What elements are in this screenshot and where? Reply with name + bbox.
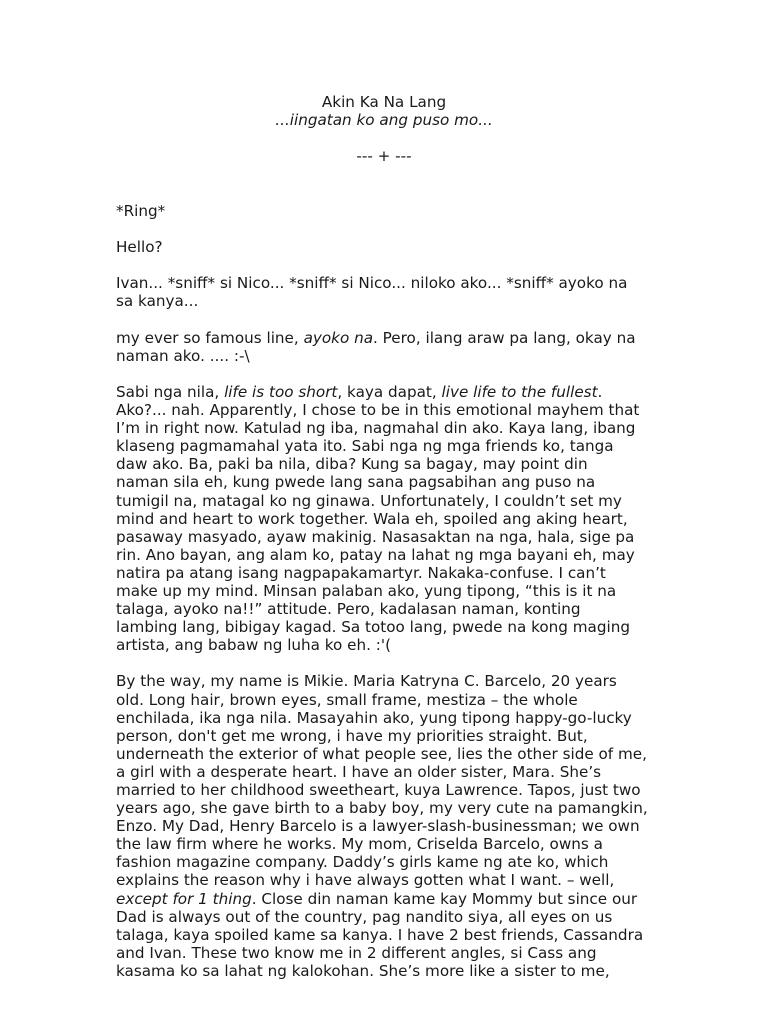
document-subtitle: ...iingatan ko ang puso mo... [275,111,493,130]
paragraph-my-name [116,672,716,980]
section-separator: --- + --- [356,147,412,165]
text-line: rin. Ano bayan, ang alam ko, patay na lahat ng mga bayani eh, may [116,545,635,564]
text-line: enchilada, ika nga nila. Masayahin ako, yung tipong happy-go-lucky [116,708,632,727]
text-line: sa kanya... [116,292,199,311]
text-line: person, don't get me wrong, i have my priorities straight. But, [116,726,588,745]
text-line: lambing lang, bibigay kagad. Sa totoo lang, pwede na kong maging [116,618,630,637]
text-line: talaga, ayoko na!!” attitude. Pero, kadalasan naman, konting [116,600,581,619]
text-line: except for 1 thing. Close din naman kame kay Mommy but since our [116,889,638,908]
text-line: and Ivan. These two know me in 2 different angles, si Cass ang [116,943,597,962]
text-line: klaseng pagmamahal yata ito. Sabi nga ng mga friends ko, tanga [116,437,614,456]
paragraph-ivan [116,274,716,310]
text-line: tumigil na, matagal ko ng ginawa. Unfortunately, I couldn’t set my [116,491,622,510]
document-title: Akin Ka Na Lang [321,93,447,111]
text-line: daw ako. Ba, paki ba nila, diba? Kung sa bagay, may point din [116,455,588,474]
text-line: Hello? [116,238,163,257]
paragraph-ring [116,202,716,220]
text-line: talaga, kaya spoiled kame sa kanya. I have 2 best friends, Cassandra [116,925,644,944]
text-line: artista, ang babaw ng luha ko eh. :'( [116,636,392,655]
text-line: Enzo. My Dad, Henry Barcelo is a lawyer-slash-businessman; we own [116,817,640,836]
document-body [116,202,716,998]
text-line: old. Long hair, brown eyes, small frame, mestiza – the whole [116,690,578,709]
text-line: mind and heart to work together. Wala eh, spoiled ang aking heart, [116,509,628,528]
text-line: the law firm where he works. My mom, Criselda Barcelo, owns a [116,835,603,854]
text-line: pasaway masyado, ayaw makinig. Nasasaktan na nga, hala, sige pa [116,527,635,546]
text-line: natira pa atang isang nagpapakamartyr. Nakaka-confuse. I can’t [116,563,606,582]
text-line: years ago, she gave birth to a baby boy, my very cute na pamangkin, [116,799,648,818]
text-line: naman ako. .... :-\ [116,346,250,365]
text-line: make up my mind. Minsan palaban ako, yung tipong, “this is it na [116,581,617,600]
text-line: By the way, my name is Mikie. Maria Katryna C. Barcelo, 20 years [116,672,617,691]
text-line: Dad is always out of the country, pag nandito siya, all eyes on us [116,907,613,926]
text-line: Ako?... nah. Apparently, I chose to be in this emotional mayhem that [116,401,640,420]
text-line: a girl with a desperate heart. I have an older sister, Mara. She’s [116,762,602,781]
text-line: underneath the exterior of what people see, lies the other side of me, [116,744,647,763]
text-line: married to her childhood sweetheart, kuya Lawrence. Tapos, just two [116,781,641,799]
paragraph-famous-line [116,329,716,365]
text-line: explains the reason why i have always gotten what I want. – well, [116,871,615,890]
text-line: Sabi nga nila, life is too short, kaya dapat, live life to the fullest. [116,382,603,401]
text-line: fashion magazine company. Daddy’s girls kame ng ate ko, which [116,853,609,872]
text-line: I’m in right now. Katulad ng iba, nagmahal din ako. Kaya lang, ibang [116,419,636,438]
text-line: my ever so famous line, ayoko na. Pero, ilang araw pa lang, okay na [116,328,636,347]
text-line: Ivan... *sniff* si Nico... *sniff* si Nico... niloko ako... *sniff* ayoko na [116,274,628,293]
title-block [0,93,768,129]
paragraph-life-is-short [116,383,716,654]
text-line: *Ring* [116,202,166,220]
text-line: naman sila eh, kung pwede lang sana pagsabihan ang puso na [116,473,596,492]
text-line: kasama ko sa lahat ng kalokohan. She’s more like a sister to me, [116,961,610,980]
paragraph-hello [116,238,716,256]
